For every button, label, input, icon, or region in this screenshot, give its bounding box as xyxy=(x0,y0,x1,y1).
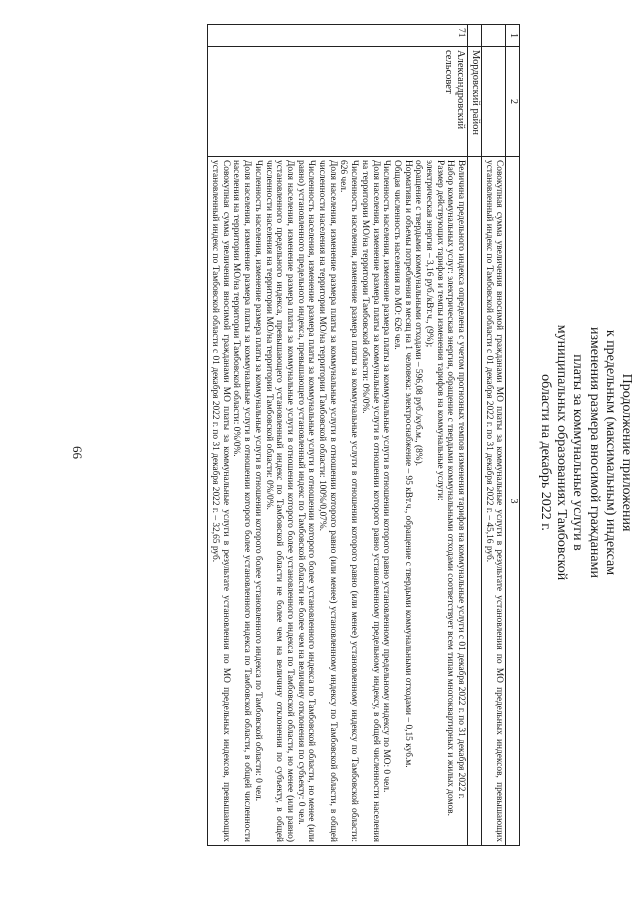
heading-line-5: муниципальных образованиях Тамбовской xyxy=(554,324,569,581)
paragraph: Численность населения, изменение размера платы за коммунальные услуги в отношении которого более установленного индекса по Тамбовской области, но менее (или равно) установленного предельного индекса, превышающего установленный индекс по Тамбовской области не более чем на величину отклонения по субъекту: 0 чел. xyxy=(295,160,317,842)
heading-line-2: к предельным (максимальным) индексам xyxy=(603,329,618,576)
paragraph: Численность населения, изменение размера платы за коммунальные услуги в отношении которого более установленного индекса по Тамбовской области: 0 чел. xyxy=(252,160,263,802)
row-description xyxy=(208,157,468,846)
paragraph: Набор коммунальных услуг: электрическая энергия, обращение с твердыми коммунальными отходами соответствует всем типам многоквартирных и жилых домов. xyxy=(445,160,456,816)
heading-line-6: области на декабрь 2022 г. xyxy=(538,374,553,531)
row-number: 71 xyxy=(208,25,468,47)
continued-text: Совокупная сумма увеличения вносимой гражданами МО платы за коммунальные услуги в результате установления по МО предельных индексов, превышающих установленный индекс по Тамбовской области с 01 декабря 2022 г. по 31 декабря 2022 г. – 45,16 руб. xyxy=(481,157,505,846)
header-col-1: 1 xyxy=(506,25,520,47)
heading-line-4: платы за коммунальные услуги в xyxy=(570,354,585,551)
heading-line-1: Продолжение приложения xyxy=(619,373,634,532)
table-row xyxy=(208,25,468,846)
district-name: Мордовский район xyxy=(468,47,482,157)
paragraph: электрическая энергия – 3,16 руб./кВт.ч., (9%); xyxy=(424,160,435,348)
paragraph: Нормативы и объемы потребления в месяц на 1 человека: электроснабжение – 95 кВт.ч., обращение с твердыми коммунальными отходами – 0,15 куб.м. xyxy=(402,160,413,768)
paragraph: Численность населения, изменение размера платы за коммунальные услуги в отношении которого равно установленному предельному индексу по МО: 0 чел. xyxy=(381,160,392,793)
paragraph: Общая численность населения по МО: 626 чел. xyxy=(391,160,402,350)
continued-row xyxy=(481,25,505,846)
locality-name: Александровский сельсовет xyxy=(208,47,468,157)
header-col-2: 2 xyxy=(506,47,520,157)
paragraph: Величина предельного индекса определена с учетом прогнозных темпов изменения тарифов на коммунальные услуги с 01 декабря 2022 г. по 31 декабря 2022 г. xyxy=(456,160,467,799)
paragraph: Размер действующих тарифов и темпы изменения тарифов на коммунальные услуги: xyxy=(434,160,445,501)
paragraph: Доля населения, изменение размера платы за коммунальные услуги в отношении которого равно (или менее) установленному индексу по Тамбовской области, в общей численности населения на территории МО/на территории Тамбовской области: 100%/0,07%. xyxy=(317,160,338,842)
indices-table xyxy=(207,24,520,846)
paragraph: Доля населения, изменение размера платы за коммунальные услуги в отношении которого равно установленному предельному индексу, в общей численности населения на территории МО/на территории Тамбовской области: 0%/0%. xyxy=(359,160,381,842)
paragraph: Доля населения, изменение размера платы за коммунальные услуги в отношении которого более установленного индекса по Тамбовской области, в общей численности населения на территории МО/на территории Тамбовской области: 0%/0%. xyxy=(231,160,253,842)
continued-name-cell xyxy=(481,47,505,157)
heading-line-3: изменения размера вносимой гражданами xyxy=(587,327,602,578)
paragraph: Доля населения, изменение размера платы за коммунальные услуги в отношении которого более установленного индекса по Тамбовской области, но менее (или равно) установленного предельного индекса, превышающего установленный индекс по Тамбовской области не более чем на величину отклонения по субъекту, в общей численности населения на территории МО/на территории Тамбовской области: 0%/0%. xyxy=(263,160,295,842)
paragraph: обращение с твердыми коммунальными отходами – 596,08 руб./куб.м., (8%). xyxy=(413,160,424,467)
table-header-row xyxy=(506,25,520,846)
district-text-cell xyxy=(468,157,482,846)
paragraph: Совокупная сумма увеличения вносимой гражданами МО платы за коммунальные услуги в результате установления по МО предельных индексов, превышающих установленный индекс по Тамбовской области с 01 декабря 2022 г. по 31 декабря 2022 г. – 32,65 руб. xyxy=(210,160,231,842)
header-col-3: 3 xyxy=(506,157,520,846)
district-num-cell xyxy=(468,25,482,47)
district-row xyxy=(468,25,482,846)
continued-num-cell xyxy=(481,25,505,47)
page-number: 66 xyxy=(70,446,85,459)
paragraph: Численность населения, изменение размера платы за коммунальные услуги в отношении которого равно (или менее) установленному индексу по Тамбовской области: 626 чел. xyxy=(338,160,360,842)
